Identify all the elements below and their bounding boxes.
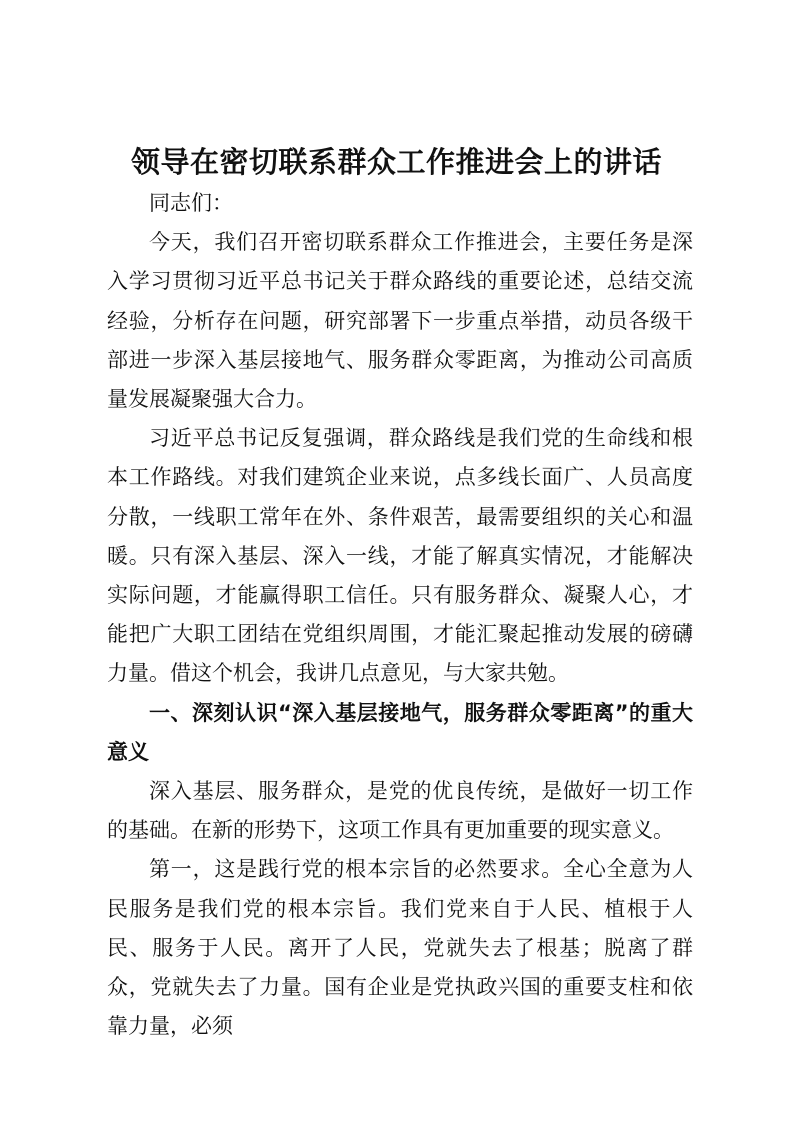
- paragraph-background: 习近平总书记反复强调，群众路线是我们党的生命线和根本工作路线。对我们建筑企业来说，点多线长面广、人员高度分散，一线职工常年在外、条件艰苦，最需要组织的关心和温暖。只有深入基层、深入一线，才能了解真实情况，才能解决实际问题，才能赢得职工信任。只有服务群众、凝聚人心，才能把广大职工团结在党组织周围，才能汇聚起推动发展的磅礴力量。借这个机会，我讲几点意见，与大家共勉。: [107, 426, 693, 686]
- paragraph-point-1: 第一，这是践行党的根本宗旨的必然要求。全心全意为人民服务是我们党的根本宗旨。我们党来自于人民、植根于人民、服务于人民。离开了人民，党就失去了根基；脱离了群众，党就失去了力量。国有企业是党执政兴国的重要支柱和依靠力量，必须: [107, 857, 693, 1039]
- paragraph-section-intro: 深入基层、服务群众，是党的优良传统，是做好一切工作的基础。在新的形势下，这项工作具有更加重要的现实意义。: [107, 779, 693, 843]
- document-title: 领导在密切联系群众工作推进会上的讲话: [130, 145, 662, 179]
- paragraph-intro: 今天，我们召开密切联系群众工作推进会，主要任务是深入学习贯彻习近平总书记关于群众路线的重要论述，总结交流经验，分析存在问题，研究部署下一步重点举措，动员各级干部进一步深入基层接地气、服务群众零距离，为推动公司高质量发展凝聚强大合力。: [107, 230, 693, 412]
- section-heading-1: 一、深刻认识“深入基层接地气，服务群众零距离”的重大意义: [107, 700, 693, 764]
- document-body: [107, 184, 693, 1046]
- salutation: 同志们：: [149, 191, 233, 215]
